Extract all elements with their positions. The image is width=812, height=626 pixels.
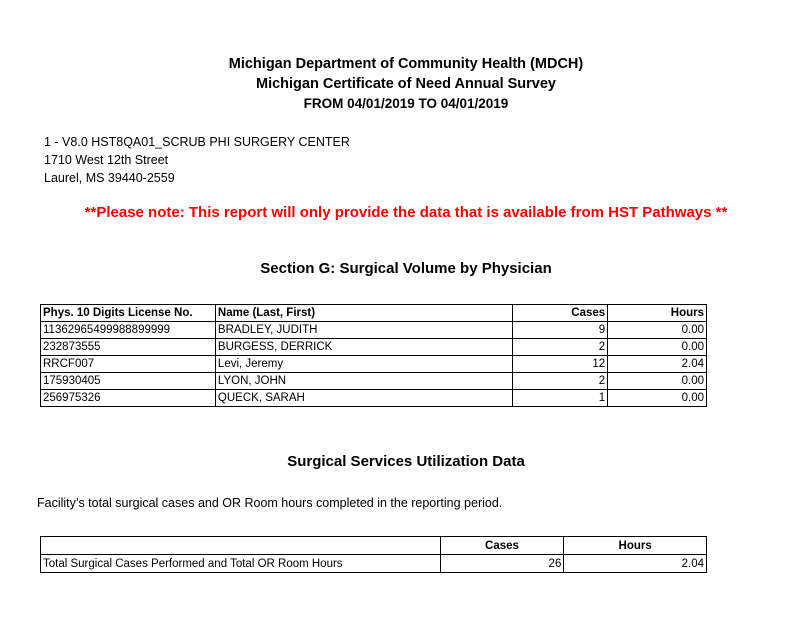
utilization-description: Facility’s total surgical cases and OR Room hours completed in the reporting period. <box>37 496 503 510</box>
column-header-hours: Hours <box>564 537 707 555</box>
license-cell: RRCF007 <box>41 356 216 373</box>
totals-label-cell: Total Surgical Cases Performed and Total OR Room Hours <box>41 555 441 573</box>
column-header-license: Phys. 10 Digits License No. <box>41 305 216 322</box>
physician-name-cell: BURGESS, DERRICK <box>215 339 512 356</box>
column-header-hours: Hours <box>608 305 707 322</box>
utilization-heading: Surgical Services Utilization Data <box>287 453 525 470</box>
cases-cell: 2 <box>513 373 608 390</box>
facility-address <box>44 133 350 187</box>
report-title-survey: Michigan Certificate of Need Annual Survey <box>256 76 556 92</box>
column-header-cases: Cases <box>513 305 608 322</box>
facility-name: 1 - V8.0 HST8QA01_SCRUB PHI SURGERY CENTER <box>44 135 350 149</box>
physician-name-cell: Levi, Jeremy <box>215 356 512 373</box>
physician-name-cell: LYON, JOHN <box>215 373 512 390</box>
column-header-blank <box>41 537 441 555</box>
facility-city: Laurel, MS 39440-2559 <box>44 171 175 185</box>
table-row <box>41 339 707 356</box>
table-row <box>41 555 707 573</box>
table-row <box>41 373 707 390</box>
table-header-row <box>41 537 707 555</box>
data-availability-note: **Please note: This report will only provide the data that is available from HST Pathways ** <box>84 204 728 221</box>
cases-cell: 1 <box>513 390 608 407</box>
column-header-name: Name (Last, First) <box>215 305 512 322</box>
table-header-row <box>41 305 707 322</box>
column-header-cases: Cases <box>440 537 564 555</box>
facility-street: 1710 West 12th Street <box>44 153 169 167</box>
license-cell: 11362965499988899999 <box>41 322 216 339</box>
utilization-table <box>40 536 707 573</box>
cases-cell: 2 <box>513 339 608 356</box>
table-row <box>41 322 707 339</box>
cases-cell: 9 <box>513 322 608 339</box>
total-cases-cell: 26 <box>440 555 564 573</box>
report-date-range: FROM 04/01/2019 TO 04/01/2019 <box>303 96 509 111</box>
hours-cell: 0.00 <box>608 373 707 390</box>
hours-cell: 0.00 <box>608 390 707 407</box>
total-hours-cell: 2.04 <box>564 555 707 573</box>
hours-cell: 0.00 <box>608 339 707 356</box>
table-row <box>41 390 707 407</box>
physician-name-cell: QUECK, SARAH <box>215 390 512 407</box>
physician-volume-table <box>40 304 707 407</box>
cases-cell: 12 <box>513 356 608 373</box>
report-title-dept: Michigan Department of Community Health (MDCH) <box>228 56 584 72</box>
license-cell: 256975326 <box>41 390 216 407</box>
table-row <box>41 356 707 373</box>
physician-name-cell: BRADLEY, JUDITH <box>215 322 512 339</box>
license-cell: 232873555 <box>41 339 216 356</box>
report-title-block <box>0 54 812 114</box>
license-cell: 175930405 <box>41 373 216 390</box>
hours-cell: 2.04 <box>608 356 707 373</box>
section-g-heading: Section G: Surgical Volume by Physician <box>260 260 552 277</box>
hours-cell: 0.00 <box>608 322 707 339</box>
